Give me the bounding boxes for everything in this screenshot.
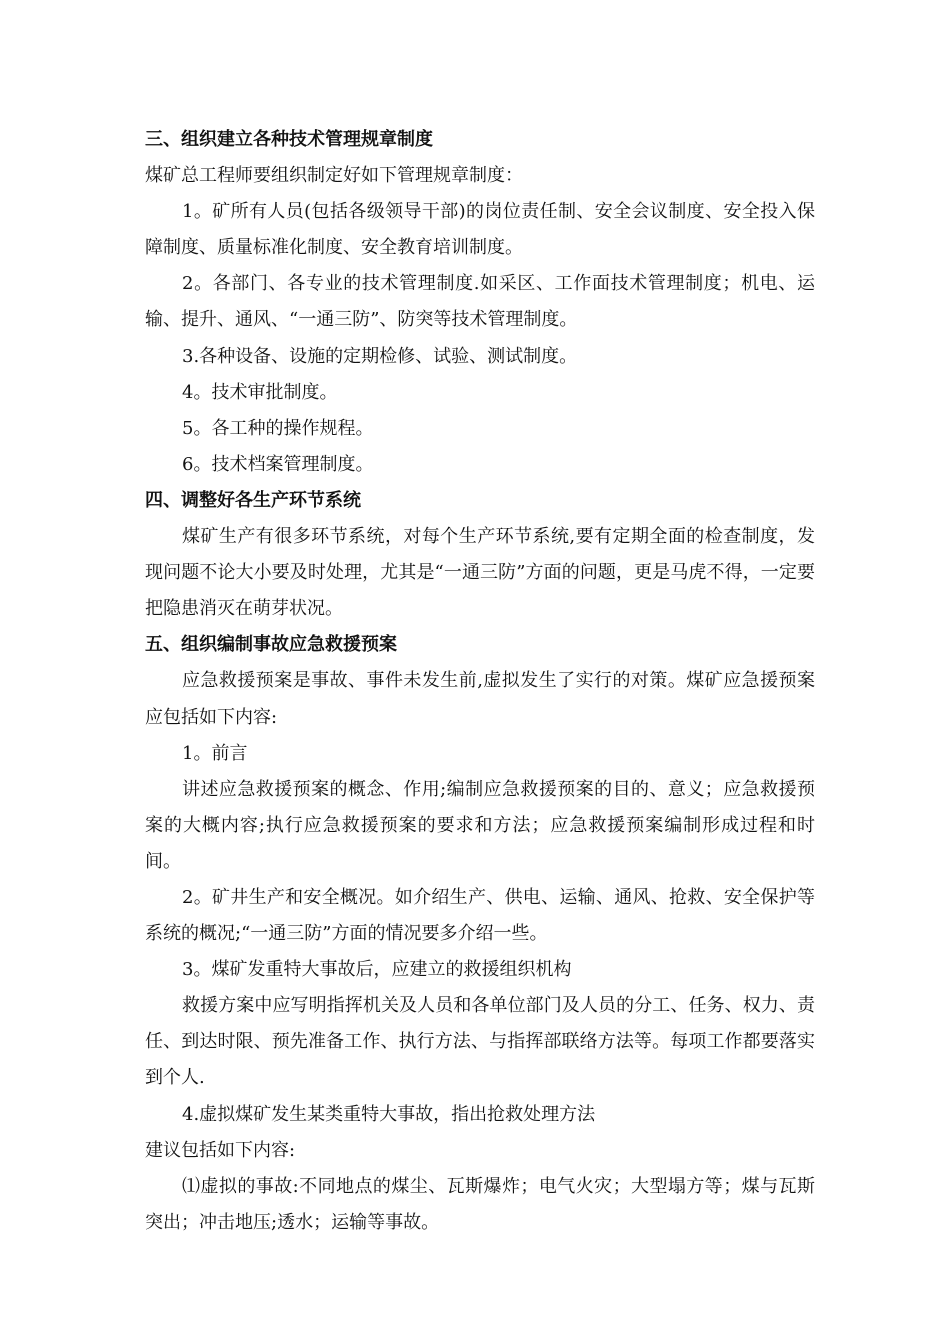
list-item-3: 3.各种设备、设施的定期检修、试验、测试制度。 <box>182 345 578 367</box>
plan-subitem-1: ⑴虚拟的事故:不同地点的煤尘、瓦斯爆炸；电气火灾；大型塌方等；煤与瓦斯突出；冲击地压;透水；运输等事故。 <box>145 1175 815 1233</box>
list-item-5: 5。各工种的操作规程。 <box>182 417 374 439</box>
plan-item-1-title: 1。前言 <box>182 742 248 764</box>
list-item-4: 4。技术审批制度。 <box>182 381 338 403</box>
list-item-6: 6。技术档案管理制度。 <box>182 453 374 475</box>
section-heading-4: 四、调整好各生产环节系统 <box>145 489 361 511</box>
paragraph-intro-regulations: 煤矿总工程师要组织制定好如下管理规章制度： <box>145 165 523 187</box>
plan-item-3-title: 3。煤矿发重特大事故后，应建立的救援组织机构 <box>182 959 572 981</box>
plan-item-2: 2。矿井生产和安全概况。如介绍生产、供电、运输、通风、抢救、安全保护等系统的概况;“一通三防”方面的情况要多介绍一些。 <box>145 886 815 945</box>
section-heading-5: 五、组织编制事故应急救援预案 <box>145 634 397 656</box>
plan-item-4-title: 4.虚拟煤矿发生某类重特大事故，指出抢救处理方法 <box>182 1103 596 1125</box>
plan-item-1-body: 讲述应急救援预案的概念、作用;编制应急救援预案的目的、意义；应急救援预案的大概内容;执行应急救援预案的要求和方法；应急救援预案编制形成过程和时间。 <box>145 778 815 872</box>
list-item-2: 2。各部门、各专业的技术管理制度.如采区、工作面技术管理制度；机电、运输、提升、通风、“一通三防”、防突等技术管理制度。 <box>145 273 815 331</box>
plan-item-3-body: 救援方案中应写明指挥机关及人员和各单位部门及人员的分工、任务、权力、责任、到达时限、预先准备工作、执行方法、与指挥部联络方法等。每项工作都要落实到个人. <box>145 995 815 1089</box>
document-body <box>145 122 815 1241</box>
section-heading-3: 三、组织建立各种技术管理规章制度 <box>145 129 433 150</box>
list-item-1: 1。矿所有人员(包括各级领导干部)的岗位责任制、安全会议制度、安全投入保障制度、质量标准化制度、安全教育培训制度。 <box>145 201 815 259</box>
paragraph-suggestion: 建议包括如下内容: <box>145 1139 296 1161</box>
paragraph-production-systems: 煤矿生产有很多环节系统，对每个生产环节系统,要有定期全面的检查制度，发现问题不论大小要及时处理，尤其是“一通三防”方面的问题，更是马虎不得，一定要把隐患消灭在萌芽状况。 <box>145 526 815 620</box>
paragraph-emergency-plan: 应急救援预案是事故、事件未发生前,虚拟发生了实行的对策。煤矿应急援预案应包括如下内容: <box>145 670 815 728</box>
